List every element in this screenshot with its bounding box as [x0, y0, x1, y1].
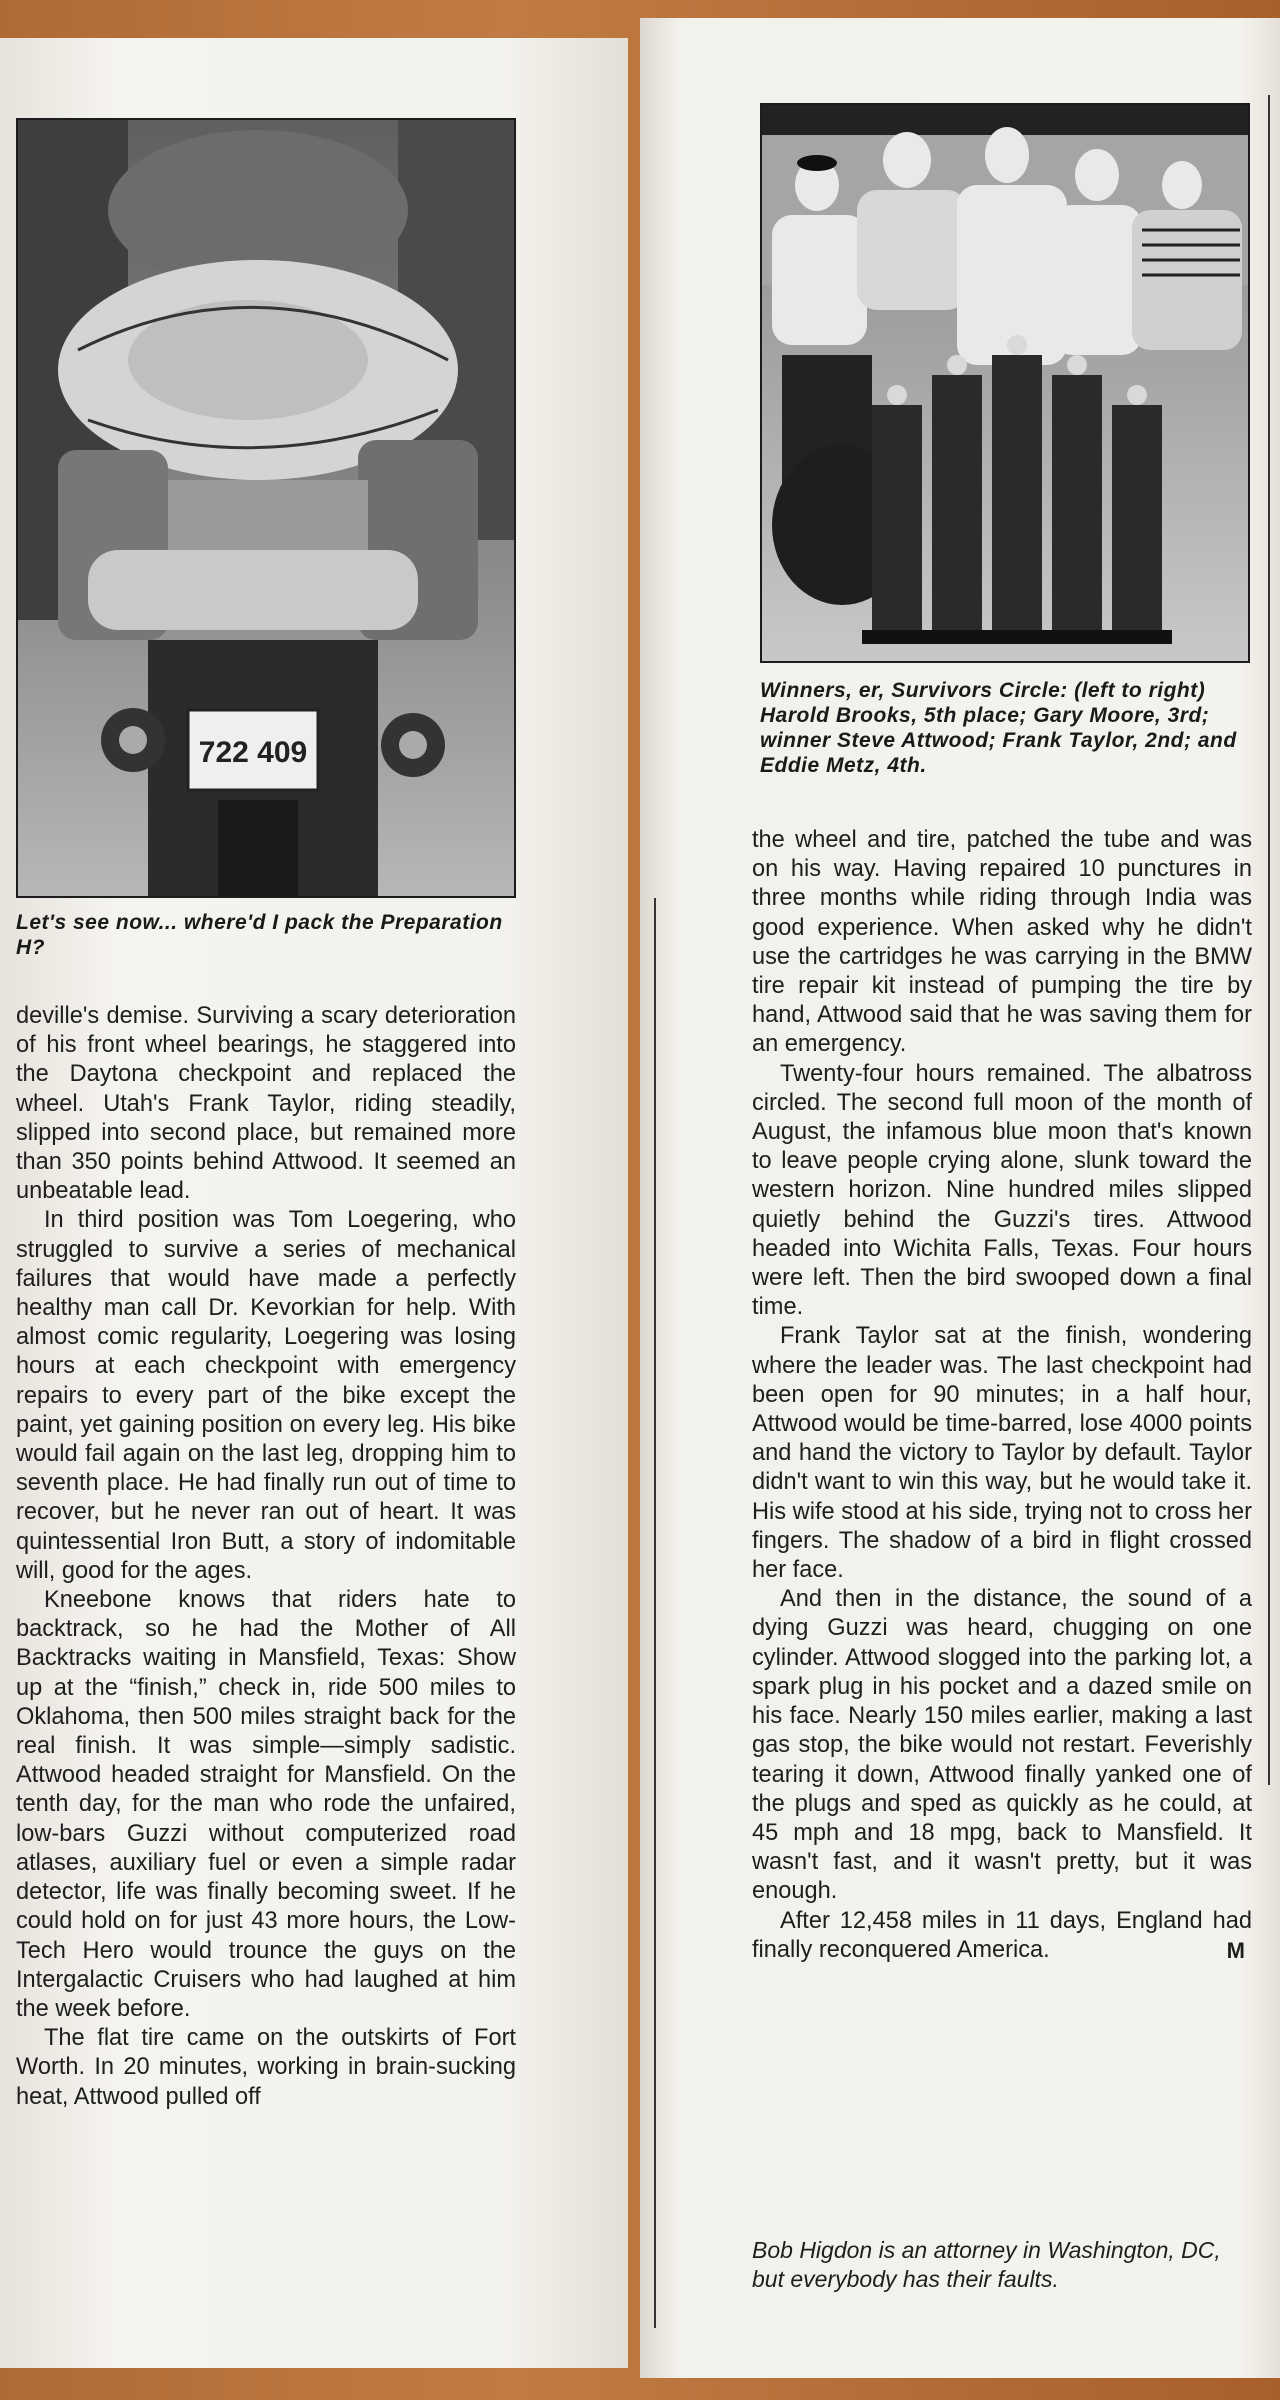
right-edge-rule	[1268, 95, 1270, 1785]
photo-caption-right: Winners, er, Survivors Circle: (left to right) Harold Brooks, 5th place; Gary Moore, 3rd; winner Steve Attwood; Frank Taylor, 2nd; and Eddie Metz, 4th.	[760, 679, 1237, 777]
author-bio: Bob Higdon is an attorney in Washington, DC, but everybody has their faults.	[752, 2237, 1221, 2292]
paragraph: Kneebone knows that riders hate to backtrack, so he had the Mother of All Backtracks waiting in Mansfield, Texas: Show up at the “finish,” check in, ride 500 miles to Oklahoma, then 500 miles straight back for the real finish. It was simple—simply sadistic. Attwood headed straight for Mansfield. On the tenth day, for the man who rode the unfaired, low-bars Guzzi without computerized road atlases, auxiliary fuel or even a simple radar detector, life was finally becoming sweet. If he could hold on for just 43 more hours, the Low-Tech Hero would trounce the guys on the Intergalactic Cruisers who had laughed at him the week before.	[16, 1587, 516, 2022]
motorcycle-photo-illustration	[18, 120, 514, 896]
article-column-right	[752, 826, 1252, 1965]
paragraph: The flat tire came on the outskirts of Fort Worth. In 20 minutes, working in brain-sucking heat, Attwood pulled off	[16, 2025, 516, 2110]
end-of-article-mark: M	[1226, 1937, 1244, 1963]
paragraph: Frank Taylor sat at the finish, wondering where the leader was. The last checkpoint had been open for 90 minutes; in a half hour, Attwood would be time-barred, lose 4000 points and hand the victory to Taylor by default. Taylor didn't want to win this way, but he would take it. His wife stood at his side, trying not to cross her fingers. The shadow of a bird in flight crossed her face.	[752, 1323, 1252, 1584]
paragraph-final	[752, 1907, 1252, 1965]
paragraph: And then in the distance, the sound of a dying Guzzi was heard, chugging on one cylinder. Attwood slogged into the parking lot, a spark plug in his pocket and a dazed smile on his face. Nearly 150 miles earlier, making a last gas stop, the bike would not restart. Feverishly tearing it down, Attwood finally yanked one of the plugs and sped as quickly as he could, at 45 mph and 18 mpg, back to Mansfield. It wasn't fast, and it wasn't pretty, but it was enough.	[752, 1586, 1252, 1905]
article-column-left	[16, 1002, 516, 2112]
paragraph: the wheel and tire, patched the tube and was on his way. Having repaired 10 punctures in three months while riding through India was good experience. When asked why he didn't use the cartridges he was carrying in the BMW tire repair kit instead of pumping the tire by hand, Attwood said that he was saving them for an emergency.	[752, 827, 1252, 1058]
right-page	[640, 18, 1280, 2378]
left-page	[0, 38, 628, 2368]
paragraph: In third position was Tom Loegering, who struggled to survive a series of mechanical failures that would have made a perfectly healthy man call Dr. Kevorkian for help. With almost comic regularity, Loegering was losing hours at each checkpoint with emergency repairs to every part of the bike except the paint, yet gaining position on every leg. His bike would fail again on the last leg, dropping him to seventh place. He had finally run out of time to recover, but he never ran out of heart. It was quintessential Iron Butt, a story of indomitable will, good for the ages.	[16, 1207, 516, 1584]
license-plate-text: 722 409	[198, 736, 308, 769]
winners-group-photo	[760, 103, 1250, 663]
final-sentence: After 12,458 miles in 11 days, England had finally reconquered America.	[752, 1907, 1252, 1963]
motorcycle-luggage-photo	[16, 118, 516, 898]
photo-caption-left: Let's see now... where'd I pack the Preparation H?	[16, 911, 503, 959]
paragraph: deville's demise. Surviving a scary deterioration of his front wheel bearings, he staggered into the Daytona checkpoint and replaced the wheel. Utah's Frank Taylor, riding steadily, slipped into second place, but remained more than 350 points behind Attwood. It seemed an unbeatable lead.	[16, 1003, 516, 1205]
paragraph: Twenty-four hours remained. The albatross circled. The second full moon of the month of August, the infamous blue moon that's known to leave people crying alone, slunk toward the western horizon. Nine hundred miles slipped quietly behind the Guzzi's tires. Attwood headed into Wichita Falls, Texas. Four hours were left. Then the bird swooped down a final time.	[752, 1060, 1252, 1321]
winners-photo-illustration	[762, 105, 1248, 661]
column-rule	[654, 898, 656, 2328]
